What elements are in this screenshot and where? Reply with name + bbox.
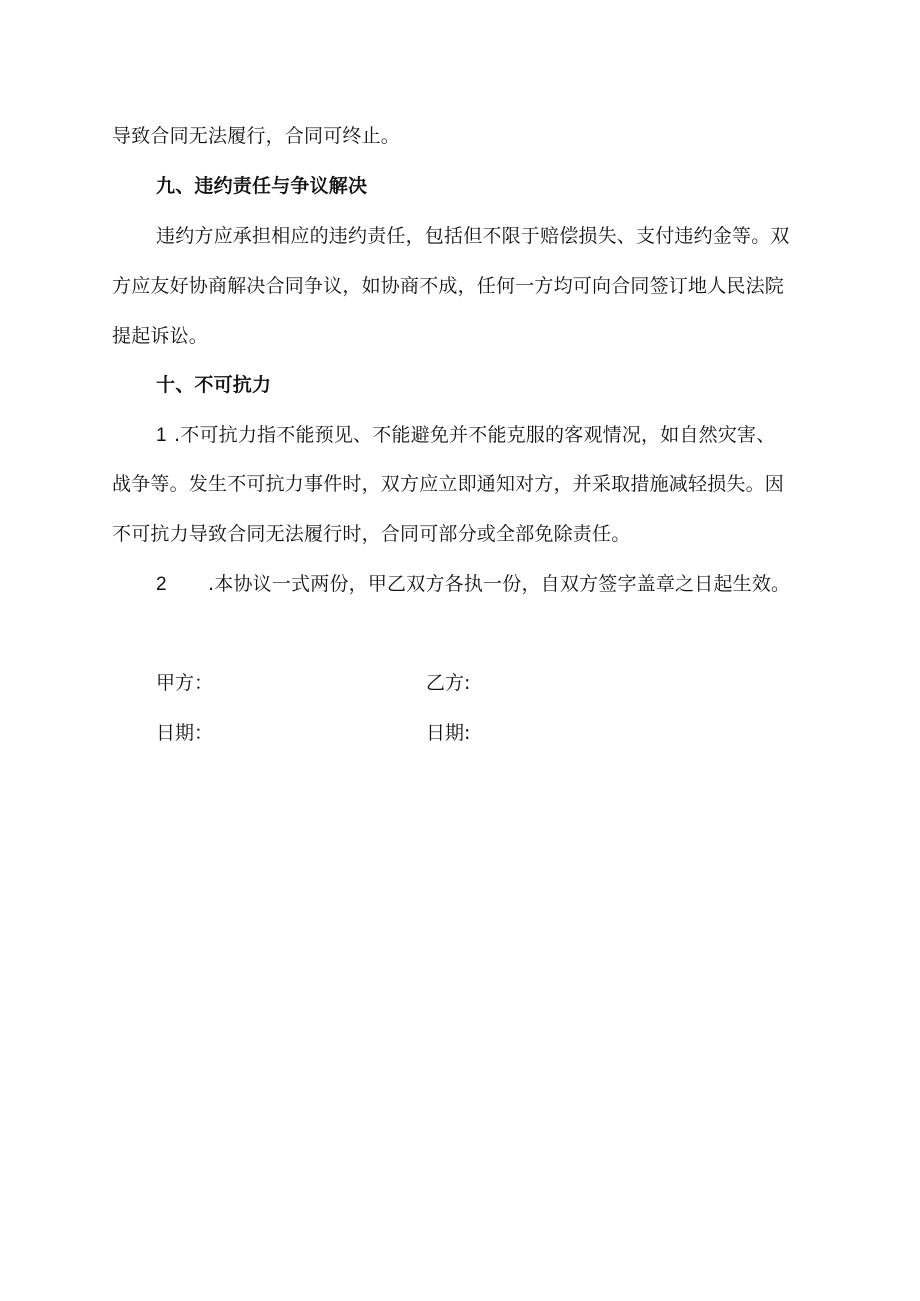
section10-heading: 十、不可抗力 (156, 374, 272, 396)
section9-paragraph-line1: 违约方应承担相应的违约责任，包括但不限于赔偿损失、支付违约金等。双 (156, 225, 790, 247)
section10-item1-line1 (156, 423, 775, 448)
party-a-label: 甲方： (156, 672, 214, 694)
date-a-label: 日期： (156, 722, 214, 744)
date-b-label: 日期: (426, 722, 471, 744)
item2-text: .本协议一式两份，甲乙双方各执一份，自双方签字盖章之日起生效。 (208, 573, 791, 595)
section9-paragraph-line2: 方应友好协商解决合同争议，如协商不成，任何一方均可向合同签订地人民法院 (112, 275, 785, 297)
party-b-label: 乙方: (426, 672, 471, 694)
section10-item2 (156, 572, 790, 597)
item1-text-line1: .不可抗力指不能预见、不能避免并不能克服的客观情况，如自然灾害、 (174, 424, 776, 446)
carryover-line: 导致合同无法履行，合同可终止。 (112, 125, 401, 147)
item1-number: 1 (156, 425, 167, 446)
section9-heading: 九、违约责任与争议解决 (156, 175, 368, 197)
section10-item1-line2: 战争等。发生不可抗力事件时，双方应立即通知对方，并采取措施减轻损失。因 (112, 473, 785, 495)
section9-paragraph-line3: 提起诉讼。 (112, 325, 209, 347)
item2-number: 2 (156, 574, 167, 595)
section10-item1-line3: 不可抗力导致合同无法履行时，合同可部分或全部免除责任。 (112, 523, 631, 545)
